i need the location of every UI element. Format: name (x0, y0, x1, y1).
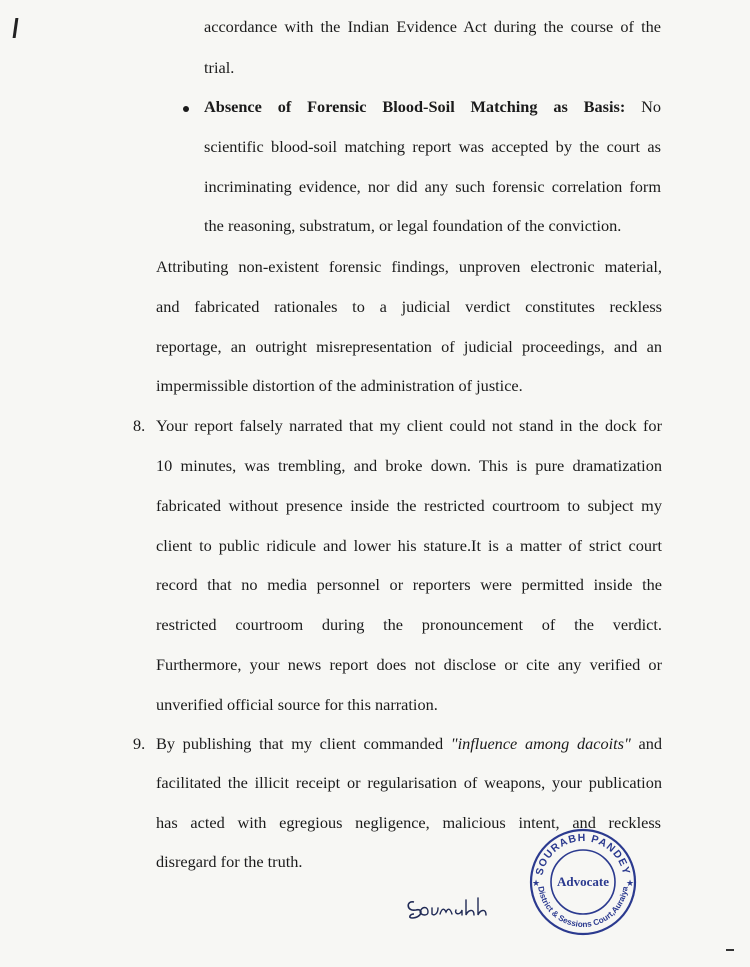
text-line: unverified official source for this narration. (156, 695, 438, 714)
text-line: and fabricated rationales to a judicial verdict constitutes reckless (156, 297, 662, 316)
text-line: fabricated without presence inside the restricted courtroom to subject my (156, 496, 662, 515)
stamp-name: SOURABH PANDEY (533, 831, 633, 877)
text-line: record that no media personnel or reporters were permitted inside the (156, 575, 662, 594)
text-line: has acted with egregious negligence, malicious intent, and reckless (156, 813, 661, 832)
text-run: and (630, 734, 663, 753)
text-line: reportage, an outright misrepresentation of judicial proceedings, and an (156, 337, 662, 356)
scan-edge-mark (13, 18, 19, 38)
quoted-phrase: "influence among dacoits" (450, 734, 631, 753)
text-line: accordance with the Indian Evidence Act during the course of the (204, 17, 661, 36)
text-line: the reasoning, substratum, or legal foundation of the conviction. (204, 216, 622, 235)
paragraph-number: 9. (133, 734, 146, 753)
bullet-icon (183, 106, 189, 112)
text-run: By publishing that my client commanded (156, 734, 451, 753)
stamp-title: Advocate (557, 874, 609, 889)
text-line: disregard for the truth. (156, 852, 303, 871)
text-line: 10 minutes, was trembling, and broke down. This is pure dramatization (156, 456, 662, 475)
text-line: Furthermore, your news report does not disclose or cite any verified or (156, 655, 662, 674)
text-line: Your report falsely narrated that my client could not stand in the dock for (156, 416, 662, 435)
text-line: Attributing non-existent forensic findings, unproven electronic material, (156, 257, 662, 276)
text-line: client to public ridicule and lower his stature.It is a matter of strict court (156, 536, 662, 555)
scan-edge-mark (726, 949, 734, 951)
text-line: restricted courtroom during the pronouncement of the verdict. (156, 615, 662, 634)
star-icon: ★ (625, 878, 635, 888)
text-line: impermissible distortion of the administration of justice. (156, 376, 523, 395)
text-line-with-quote (156, 734, 662, 754)
star-icon: ★ (531, 878, 541, 888)
paragraph-number: 8. (133, 416, 146, 435)
text-line: incriminating evidence, nor did any such forensic correlation form (204, 177, 661, 196)
text-line: scientific blood-soil matching report was accepted by the court as (204, 137, 661, 156)
signature-graphic (404, 888, 504, 924)
text-line: facilitated the illicit receipt or regularisation of weapons, your publication (156, 773, 662, 792)
text-line: trial. (204, 58, 235, 77)
stamp-court: District & Sessions Court,Auraiya (536, 885, 630, 930)
advocate-stamp (524, 826, 642, 938)
bullet-heading-rest: No (625, 97, 661, 116)
bullet-heading: Absence of Forensic Blood-Soil Matching as Basis: (204, 97, 626, 116)
bullet-heading-line (204, 97, 661, 117)
